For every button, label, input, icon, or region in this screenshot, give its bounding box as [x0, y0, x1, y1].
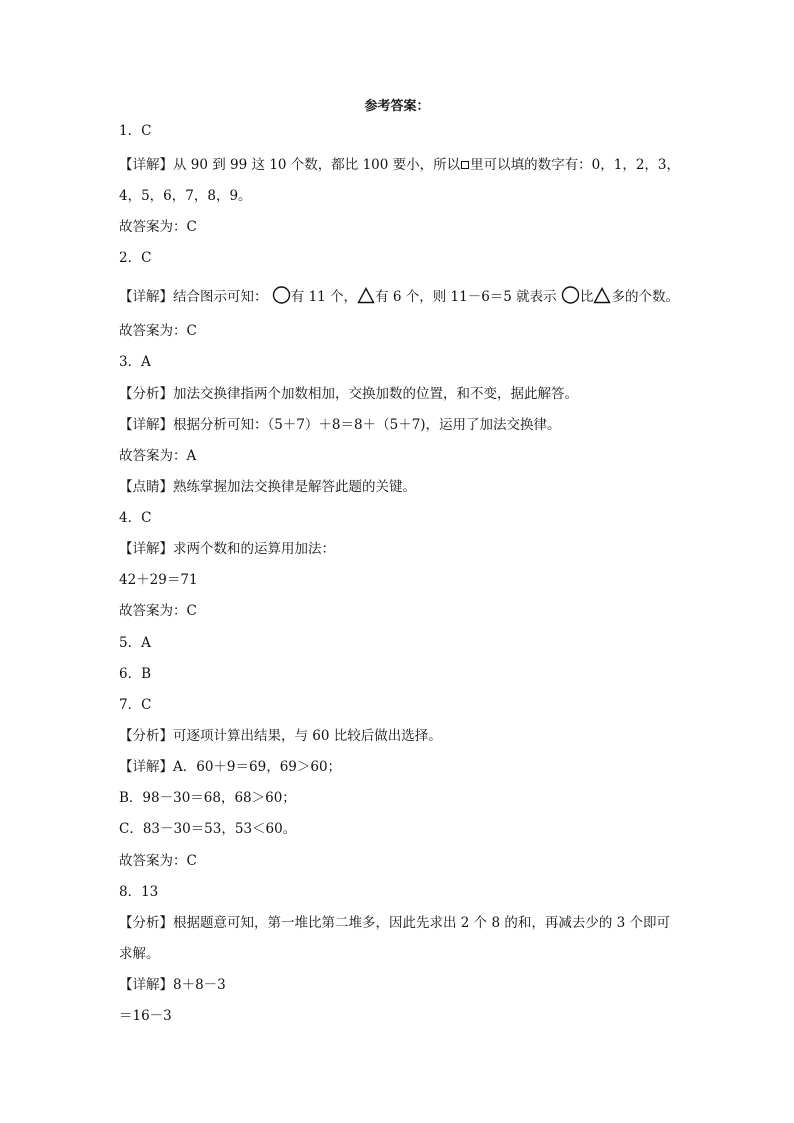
q3-analysis: 【分析】加法交换律指两个加数相加，交换加数的位置，和不变，据此解答。 [119, 386, 578, 402]
q8-detail: 【详解】8＋8－3 [119, 977, 226, 993]
q1-detail-text-a: 【详解】从 90 到 99 这 10 个数，都比 100 要小，所以 [119, 157, 461, 173]
q6-answer: 6．B [119, 666, 152, 682]
q3-answer: 3．A [119, 354, 151, 370]
q1-detail [119, 156, 679, 174]
q3-tip: 【点睛】熟练掌握加法交换律是解答此题的关键。 [119, 479, 416, 495]
q7-answer: 7．C [119, 697, 152, 713]
q2-answer: 2．C [119, 250, 152, 266]
q7-analysis: 【分析】可逐项计算出结果，与 60 比较后做出选择。 [119, 728, 442, 744]
q2-detail-text-b: 有 11 个， [290, 289, 358, 305]
q1-answer: 1．C [119, 123, 152, 139]
q2-detail [119, 286, 679, 306]
q8-answer: 8．13 [119, 884, 159, 900]
q1-conclusion: 故答案为：C [119, 219, 197, 235]
triangle-icon [357, 287, 375, 304]
q2-detail-text-d: 比 [579, 289, 594, 305]
q7-detail-a: 【详解】A．60＋9＝69，69＞60； [119, 759, 342, 775]
q8-analysis-cont: 求解。 [119, 946, 160, 962]
q8-step: ＝16－3 [119, 1008, 172, 1024]
square-box-icon [461, 161, 469, 169]
q2-conclusion: 故答案为：C [119, 323, 197, 339]
q8-analysis: 【分析】根据题意可知，第一堆比第二堆多，因此先求出 2 个 8 的和，再减去少的 3 个即可 [119, 915, 671, 931]
q4-conclusion: 故答案为：C [119, 603, 197, 619]
q3-conclusion: 故答案为：A [119, 448, 197, 464]
q3-detail: 【详解】根据分析可知：（5＋7）＋8＝8＋（5＋7)，运用了加法交换律。 [119, 417, 561, 433]
q4-calc: 42＋29＝71 [119, 572, 198, 588]
q7-conclusion: 故答案为：C [119, 853, 197, 869]
q1-detail-text-b: 里可以填的数字有：0，1，2，3， [470, 157, 680, 173]
q2-detail-text-e: 多的个数。 [611, 289, 679, 305]
q2-detail-text-a: 【详解】结合图示可知： [119, 289, 268, 305]
q5-answer: 5．A [119, 635, 151, 651]
circle-icon [561, 286, 580, 304]
triangle-icon [593, 287, 611, 304]
page-title: 参考答案： [364, 99, 430, 114]
q4-detail: 【详解】求两个数和的运算用加法： [119, 541, 335, 557]
q4-answer: 4．C [119, 510, 152, 526]
q7-detail-b: B．98－30＝68，68＞60； [119, 790, 296, 806]
q1-detail-cont: 4，5，6，7，8，9。 [119, 188, 252, 204]
q7-detail-c: C．83－30＝53，53＜60。 [119, 821, 297, 837]
circle-icon [272, 286, 291, 304]
q2-detail-text-c: 有 6 个，则 11－6＝5 就表示 [375, 289, 557, 305]
